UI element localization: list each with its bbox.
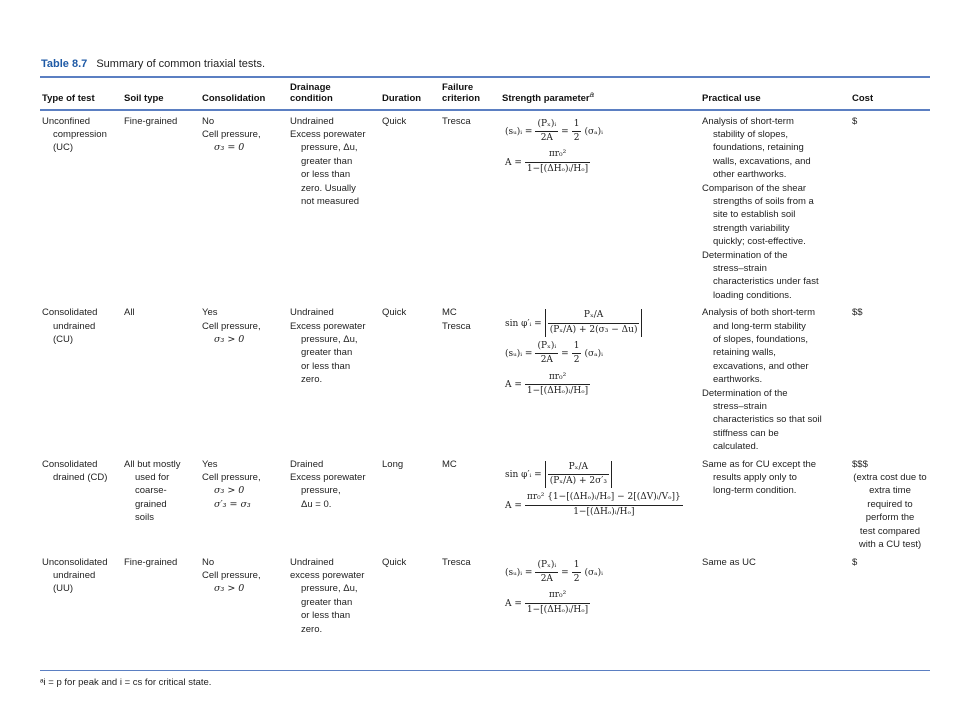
cell-cost-line: $ <box>852 115 858 127</box>
cell-drainage-condition-line: greater than <box>301 347 353 359</box>
header-row <box>40 78 930 109</box>
cell-practical-use-line: stress–strain <box>713 262 767 274</box>
fraction-denominator: 1−[(ΔHₒ)ᵢ/Hₒ] <box>573 506 635 517</box>
duration-value: Quick <box>382 307 407 319</box>
fraction-numerator: (Pₓ)ᵢ <box>535 118 558 132</box>
cell-soil-type-line: soils <box>135 512 155 524</box>
cell-cost <box>850 454 930 552</box>
cell-duration <box>380 302 440 453</box>
area-correction-equation <box>502 491 698 519</box>
table-row <box>40 302 930 453</box>
cell-drainage-condition-line: zero. <box>301 374 323 386</box>
triaxial-tests-table <box>40 78 930 664</box>
cell-failure-criterion-line: Tresca <box>442 320 471 332</box>
shear-strength-equation <box>502 559 698 587</box>
shear-strength-equation <box>502 118 698 146</box>
cell-practical-use-line: stress–strain <box>713 401 767 413</box>
cell-soil-type-line: All <box>124 307 135 319</box>
cell-drainage-condition-line: excess porewater <box>290 569 365 581</box>
equation-lhs: (sᵤ)ᵢ = <box>505 349 533 360</box>
fraction <box>525 491 683 519</box>
cell-drainage-condition-line: pressure, Δu, <box>301 334 358 345</box>
header-drainage: Drainage condition <box>290 82 333 104</box>
cell-drainage-condition-line: greater than <box>301 596 353 608</box>
table-caption <box>41 58 930 70</box>
cell-failure-criterion-line: Tresca <box>442 115 471 127</box>
cell-type-of-test-line: undrained <box>53 569 96 581</box>
fraction <box>525 589 590 617</box>
cell-consolidation-line: Cell pressure, <box>202 128 261 140</box>
cell-practical-use-line: Determination of the <box>702 387 788 399</box>
table-container <box>40 58 930 688</box>
table-number: Table 8.7 <box>41 58 88 70</box>
cell-cost <box>850 552 930 664</box>
equation-rhs: (σₐ)ᵢ <box>584 567 603 578</box>
fraction <box>548 309 640 337</box>
cell-soil-type-line: Fine-grained <box>124 556 178 568</box>
cell-consolidation <box>200 454 288 552</box>
cell-soil-type <box>122 302 200 453</box>
equation-equals: = <box>561 349 569 360</box>
cell-cost-line: test compared <box>859 525 921 537</box>
cell-failure-criterion <box>440 111 500 303</box>
cell-consolidation-line: Cell pressure, <box>202 472 261 484</box>
cell-practical-use-line: Analysis of both short-term <box>702 307 815 319</box>
table-row <box>40 111 930 303</box>
cell-consolidation <box>200 552 288 664</box>
fraction <box>572 340 582 368</box>
cell-practical-use-line: of slopes, foundations, <box>713 334 809 345</box>
fraction <box>535 340 558 368</box>
fraction-numerator: 1 <box>572 340 582 354</box>
cell-cost <box>850 302 930 453</box>
cell-cost-line: $$ <box>852 307 863 319</box>
fraction <box>548 461 609 489</box>
cell-consolidation-line: No <box>202 556 215 568</box>
cell-practical-use-line: foundations, retaining <box>713 142 804 154</box>
header-soil: Soil type <box>124 93 164 104</box>
fraction-denominator: (Pₓ/A) + 2(σ₃ − Δu) <box>549 324 638 335</box>
cell-consolidation-line: σ₃ > 0 <box>214 583 245 595</box>
cell-cost-line: perform the <box>865 512 915 524</box>
duration-value: Long <box>382 458 404 470</box>
cell-type-of-test-line: Consolidated <box>42 458 98 470</box>
cell-drainage-condition-line: or less than <box>301 360 351 372</box>
cell-practical-use-line: stiffness can be <box>713 427 779 439</box>
fraction-denominator: 1−[(ΔHₒ)ᵢ/Hₒ] <box>526 604 589 615</box>
cell-cost <box>850 111 930 303</box>
equation-equals: = <box>561 567 569 578</box>
equation-lhs: sin φ′ᵢ = <box>505 318 542 329</box>
cell-drainage-condition-line: Δu = 0. <box>301 498 332 510</box>
cell-drainage-condition-line: not measured <box>301 195 360 207</box>
cell-consolidation-line: Yes <box>202 307 218 319</box>
equation-lhs: (sᵤ)ᵢ = <box>505 126 533 137</box>
cell-type-of-test <box>40 302 122 453</box>
cell-consolidation-line: Yes <box>202 458 218 470</box>
header-strength: Strength parameter$^a$ <box>502 89 595 104</box>
fraction-numerator: (Pₓ)ᵢ <box>535 340 558 354</box>
cell-drainage-condition-line: greater than <box>301 155 353 167</box>
cell-soil-type <box>122 552 200 664</box>
duration-value: Quick <box>382 556 407 568</box>
cell-cost-line: $ <box>852 556 858 568</box>
fraction <box>572 559 582 587</box>
table-title: Summary of common triaxial tests. <box>96 58 266 70</box>
cell-consolidation-line: σ′₃ = σ₃ <box>214 498 251 510</box>
cell-type-of-test <box>40 552 122 664</box>
cell-consolidation-line: Cell pressure, <box>202 320 261 332</box>
footnote: ᵃi = p for peak and i = cs for critical state. <box>40 677 212 688</box>
cell-type-of-test-line: undrained <box>53 320 96 332</box>
cell-drainage-condition <box>288 454 380 552</box>
cell-practical-use-line: Same as for CU except the <box>702 458 817 470</box>
cell-consolidation-line: σ₃ > 0 <box>214 485 245 497</box>
area-correction-equation <box>502 371 698 399</box>
bracket <box>545 309 643 337</box>
equation-equals: = <box>561 126 569 137</box>
cell-duration <box>380 454 440 552</box>
cell-practical-use <box>700 111 850 303</box>
fraction <box>572 118 582 146</box>
cell-drainage-condition <box>288 552 380 664</box>
cell-drainage-condition <box>288 111 380 303</box>
cell-drainage-condition-line: Excess porewater <box>290 128 366 140</box>
fraction-numerator: 1 <box>572 118 582 132</box>
cell-consolidation <box>200 302 288 453</box>
cell-practical-use-line: characteristics under fast <box>713 276 819 288</box>
cell-duration <box>380 111 440 303</box>
cell-type-of-test-line: Unconfined <box>42 115 91 127</box>
cell-cost-line: required to <box>867 498 913 510</box>
cell-strength-parameter <box>500 111 700 303</box>
cell-type-of-test-line: compression <box>53 128 107 140</box>
fraction-denominator: 1−[(ΔHₒ)ᵢ/Hₒ] <box>526 386 589 397</box>
cell-cost-line: with a CU test) <box>858 539 922 551</box>
cell-strength-parameter <box>500 552 700 664</box>
cell-type-of-test-line: (CU) <box>53 334 74 345</box>
cell-drainage-condition-line: Drained <box>290 458 324 470</box>
cell-drainage-condition-line: pressure, Δu, <box>301 142 358 154</box>
fraction-numerator: Pₓ/A <box>548 461 609 475</box>
cell-practical-use-line: loading conditions. <box>713 289 792 301</box>
cell-practical-use-line: retaining walls, <box>713 347 776 359</box>
cell-type-of-test-line: (UU) <box>53 583 74 595</box>
cell-practical-use-line: Analysis of short-term <box>702 115 794 127</box>
cell-type-of-test-line: Consolidated <box>42 307 98 319</box>
friction-angle-equation <box>502 309 698 337</box>
cell-cost-line: extra time <box>869 485 911 497</box>
fraction-numerator: πr₀² {1−[(ΔHₒ)ᵢ/Hₒ] − 2[(ΔV)ᵢ/Vₒ]} <box>525 491 683 505</box>
cell-practical-use-line: strength variability <box>713 222 790 234</box>
equation-lhs: sin φ′ᵢ = <box>505 470 542 481</box>
cell-practical-use-line: stability of slopes, <box>713 128 788 140</box>
cell-practical-use-line: excavations, and other <box>713 360 809 372</box>
cell-practical-use <box>700 552 850 664</box>
bottom-rule <box>40 670 930 672</box>
cell-failure-criterion <box>440 454 500 552</box>
cell-type-of-test <box>40 454 122 552</box>
cell-type-of-test-line: Unconsolidated <box>42 556 108 568</box>
cell-soil-type <box>122 454 200 552</box>
header-type: Type of test <box>42 93 95 104</box>
cell-drainage-condition-line: or less than <box>301 169 351 181</box>
fraction-denominator: 2 <box>573 573 580 584</box>
cell-soil-type-line: Fine-grained <box>124 115 178 127</box>
cell-practical-use-line: Determination of the <box>702 249 788 261</box>
cell-type-of-test-line: drained (CD) <box>53 472 108 484</box>
cell-soil-type-line: coarse- <box>135 485 167 497</box>
cell-practical-use-line: Same as UC <box>702 556 756 568</box>
fraction-numerator: (Pₓ)ᵢ <box>535 559 558 573</box>
cell-practical-use-line: quickly; cost-effective. <box>713 236 806 248</box>
fraction <box>525 148 590 176</box>
cell-practical-use-line: long-term condition. <box>713 485 797 497</box>
cell-drainage-condition-line: zero. Usually <box>301 182 356 194</box>
cell-failure-criterion-line: MC <box>442 307 457 319</box>
fraction-denominator: 2A <box>540 355 553 366</box>
cell-failure-criterion-line: MC <box>442 458 457 470</box>
cell-practical-use-line: site to establish soil <box>713 209 796 221</box>
equation-lhs: A = <box>505 380 522 391</box>
equation-lhs: A = <box>505 598 522 609</box>
cell-consolidation-line: σ₃ > 0 <box>214 334 245 345</box>
cell-consolidation-line: No <box>202 115 215 127</box>
cell-strength-parameter <box>500 302 700 453</box>
fraction-denominator: 2A <box>540 132 553 143</box>
cell-practical-use-line: earthworks. <box>713 374 763 386</box>
cell-practical-use-line: other earthworks. <box>713 169 787 181</box>
cell-practical-use <box>700 302 850 453</box>
cell-drainage-condition-line: Undrained <box>290 556 334 568</box>
header-duration: Duration <box>382 93 422 104</box>
bracket <box>545 461 612 489</box>
fraction-denominator: 1−[(ΔHₒ)ᵢ/Hₒ] <box>526 163 589 174</box>
cell-drainage-condition-line: zero. <box>301 623 323 635</box>
equation-lhs: (sᵤ)ᵢ = <box>505 567 533 578</box>
cell-type-of-test <box>40 111 122 303</box>
fraction-numerator: πr₀² <box>525 371 590 385</box>
cell-failure-criterion-line: Tresca <box>442 556 471 568</box>
cell-practical-use-line: and long-term stability <box>713 320 806 332</box>
equation-lhs: A = <box>505 500 522 511</box>
equation-lhs: A = <box>505 157 522 168</box>
cell-soil-type-line: grained <box>135 498 167 510</box>
cell-cost-line: (extra cost due to <box>853 472 927 484</box>
cell-duration <box>380 552 440 664</box>
cell-practical-use-line: results apply only to <box>713 472 797 484</box>
cell-consolidation-line: Cell pressure, <box>202 569 261 581</box>
cell-drainage-condition-line: Undrained <box>290 307 334 319</box>
header-consolidation: Consolidation <box>202 93 266 104</box>
table-row <box>40 552 930 664</box>
cell-consolidation <box>200 111 288 303</box>
cell-practical-use-line: Comparison of the shear <box>702 182 807 194</box>
fraction-numerator: πr₀² <box>525 589 590 603</box>
equation-rhs: (σₐ)ᵢ <box>584 126 603 137</box>
header-cost: Cost <box>852 93 874 104</box>
cell-drainage-condition-line: pressure, Δu, <box>301 583 358 595</box>
header-practical-use: Practical use <box>702 93 761 104</box>
fraction-numerator: πr₀² <box>525 148 590 162</box>
fraction-denominator: 2 <box>573 132 580 143</box>
cell-failure-criterion <box>440 552 500 664</box>
equation-rhs: (σₐ)ᵢ <box>584 349 603 360</box>
fraction-numerator: Pₓ/A <box>548 309 640 323</box>
cell-cost-line: $$$ <box>852 458 868 470</box>
fraction-denominator: 2A <box>540 573 553 584</box>
cell-drainage-condition-line: Excess porewater <box>290 320 366 332</box>
cell-practical-use-line: characteristics so that soil <box>713 414 822 426</box>
cell-practical-use <box>700 454 850 552</box>
cell-soil-type-line: All but mostly <box>124 458 181 470</box>
fraction <box>535 559 558 587</box>
shear-strength-equation <box>502 340 698 368</box>
table-row <box>40 454 930 552</box>
cell-drainage-condition-line: Undrained <box>290 115 334 127</box>
cell-failure-criterion <box>440 302 500 453</box>
area-correction-equation <box>502 589 698 617</box>
fraction <box>535 118 558 146</box>
cell-drainage-condition-line: or less than <box>301 610 351 622</box>
fraction-denominator: 2 <box>573 355 580 366</box>
fraction-denominator: (Pₓ/A) + 2σ′₃ <box>549 476 607 487</box>
cell-practical-use-line: calculated. <box>713 441 759 453</box>
duration-value: Quick <box>382 115 407 127</box>
cell-practical-use-line: walls, excavations, and <box>713 155 811 167</box>
cell-practical-use-line: strengths of soils from a <box>713 195 814 207</box>
cell-soil-type <box>122 111 200 303</box>
fraction <box>525 371 590 399</box>
cell-type-of-test-line: (UC) <box>53 142 74 154</box>
area-correction-equation <box>502 148 698 176</box>
header-failure: Failure criterion <box>442 82 481 104</box>
cell-drainage-condition-line: Excess porewater <box>290 472 366 484</box>
fraction-numerator: 1 <box>572 559 582 573</box>
cell-drainage-condition <box>288 302 380 453</box>
cell-drainage-condition-line: pressure, <box>301 485 341 497</box>
cell-soil-type-line: used for <box>135 472 170 484</box>
cell-consolidation-line: σ₃ = 0 <box>214 142 245 154</box>
friction-angle-equation <box>502 461 698 489</box>
cell-strength-parameter <box>500 454 700 552</box>
